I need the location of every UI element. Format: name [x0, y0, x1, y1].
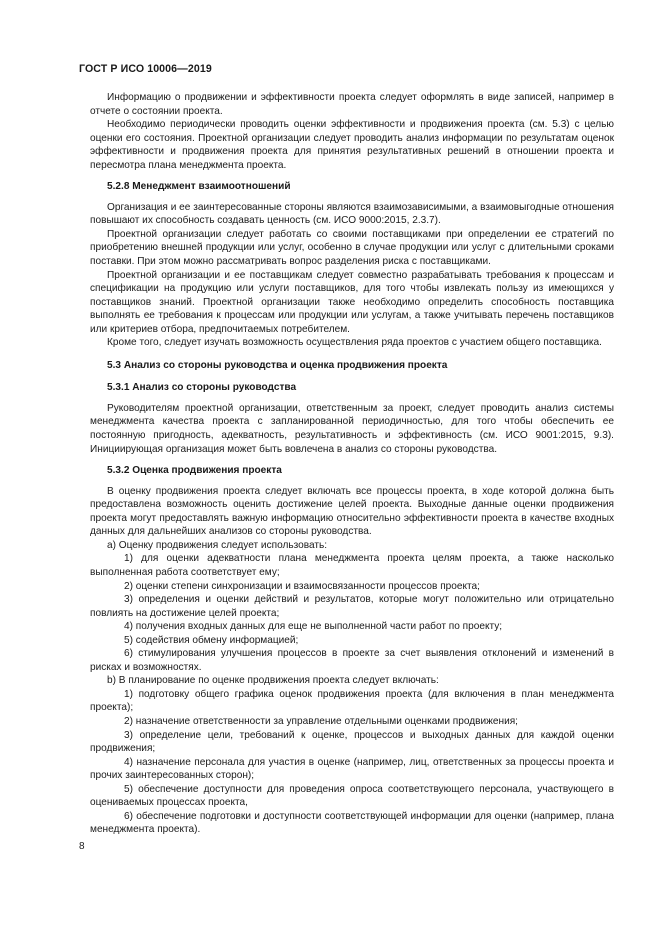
list-item: 2) назначение ответственности за управление отдельными оценками продвижения;	[124, 715, 518, 727]
section-5-3-2-paragraph-1: В оценку продвижения проекта следует включать все процессы проекта, в ходе которой должна быть предоставлена возможность оценить достижение целей проекта. Выходные данные оценки продвижения проекта могут предоставлять важную информацию относительно эффективности проекта в качестве входных данных для дальнейших анализов со стороны руководства.	[90, 485, 614, 538]
section-5-3-1-heading: 5.3.1 Анализ со стороны руководства	[107, 382, 297, 394]
list-item: 5) содействия обмену информацией;	[124, 634, 299, 646]
list-item: 6) стимулирования улучшения процессов в проекте за счет выявления отклонений и изменений в рисках и возможностях.	[90, 648, 614, 673]
list-item: 1) подготовку общего графика оценок продвижения проекта (для включения в план менеджмента проекта);	[90, 688, 614, 714]
list-a-label: a) Оценку продвижения следует использовать:	[107, 539, 328, 551]
standard-header: ГОСТ Р ИСО 10006—2019	[79, 63, 212, 75]
list-item: 2) оценки степени синхронизации и взаимосвязанности процессов проекта;	[124, 580, 480, 592]
section-5-3-2-heading: 5.3.2 Оценка продвижения проекта	[107, 465, 282, 477]
list-b-label: b) В планирование по оценке продвижения проекта следует включать:	[107, 675, 439, 687]
page-number: 8	[79, 841, 85, 852]
section-5-3-1-paragraph-1: Руководителям проектной организации, ответственным за проект, следует проводить анализ системы менеджмента качества проекта с запланированной периодичностью, для того чтобы обеспечить ее постоянную пригодность, адекватность, результативность и эффективность (см. ИСО 9001:2015, 9.3). Инициирующая организация может быть вовлечена в анализ со стороны руководства.	[90, 402, 614, 455]
section-5-2-8-paragraph-1: Организация и ее заинтересованные стороны являются взаимозависимыми, а взаимовыгодные отношения повышают их способность создавать ценность (см. ИСО 9000:2015, 2.3.7).	[90, 201, 614, 227]
section-5-2-8-paragraph-3: Проектной организации и ее поставщикам следует совместно разрабатывать требования к процессам и спецификации на продукцию или услуги поставщиков, для того чтобы извлекать пользу из имеющихся у поставщиков знаний. Проектной организации также необходимо определить способность поставщика выполнять ее требования к процессам или продукции или услугам, а также учитывать перечень поставщиков или критериев отбора, предпочитаемых потребителем.	[90, 269, 614, 335]
intro-paragraph-1: Информацию о продвижении и эффективности проекта следует оформлять в виде записей, например в отчете о состоянии проекта.	[90, 92, 614, 117]
list-item: 6) обеспечение подготовки и доступности соответствующей информации для оценки (например, плана менеджмента проекта).	[90, 810, 614, 836]
list-item: 3) определения и оценки действий и результатов, которые могут положительно или отрицательно повлиять на достижение целей проекта;	[90, 594, 614, 619]
list-a-items	[90, 552, 614, 674]
list-b-items	[90, 688, 614, 837]
section-5-2-8-paragraph-4: Кроме того, следует изучать возможность осуществления ряда проектов с участием общего поставщика.	[107, 337, 602, 349]
section-5-2-8-heading: 5.2.8 Менеджмент взаимоотношений	[107, 181, 291, 193]
document-body	[90, 91, 614, 837]
list-item: 5) обеспечение доступности для проведения опроса соответствующего персонала, участвующего в оцениваемых процессах проекта,	[90, 783, 614, 809]
list-item: 3) определение цели, требований к оценке, процессов и выходных данных для каждой оценки продвижения;	[90, 729, 614, 755]
intro-paragraph-2: Необходимо периодически проводить оценки эффективности и продвижения проекта (см. 5.3) с целью оценки его состояния. Проектной организации следует проводить анализ информации по результатам оценок эффективности и продвижения проекта для принятия результативных решений в отношении проекта и пересмотра плана менеджмента проекта.	[90, 119, 614, 171]
section-5-2-8-paragraph-2: Проектной организации следует работать со своими поставщиками при определении ее стратегий по приобретению внешней продукции или услуг, особенно в случае продукции или услуг с длительными сроками поставки. При этом можно рассматривать вопрос разделения риска с поставщиками.	[90, 228, 614, 268]
list-item: 1) для оценки адекватности плана менеджмента проекта целям проекта, а также насколько выполненная работа соответствует ему;	[90, 553, 614, 578]
list-item: 4) получения входных данных для еще не выполненной части работ по проекту;	[124, 621, 503, 633]
list-item: 4) назначение персонала для участия в оценке (например, лиц, ответственных за процессы проекта и прочих заинтересованных сторон);	[90, 756, 614, 782]
section-5-3-heading: 5.3 Анализ со стороны руководства и оценка продвижения проекта	[107, 359, 448, 371]
